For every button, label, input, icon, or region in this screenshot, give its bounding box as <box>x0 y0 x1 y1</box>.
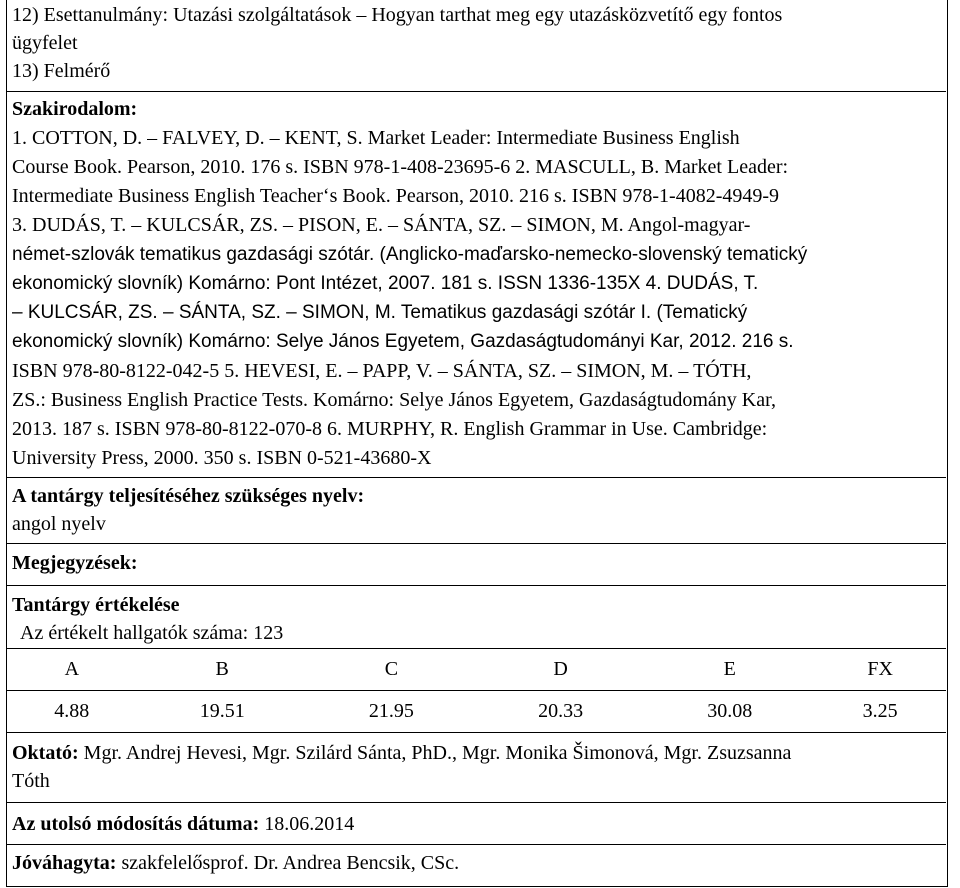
approved-by <box>12 852 459 875</box>
notes-heading: Megjegyzések: <box>12 552 138 574</box>
literature-heading: Szakirodalom: <box>12 98 138 120</box>
topic-13: 13) Felmérő <box>12 60 111 82</box>
grade-letters-row <box>6 649 946 691</box>
grade-percentage: 21.95 <box>307 691 476 733</box>
grade-percentage: 4.88 <box>6 691 138 733</box>
literature-line: 1. COTTON, D. – FALVEY, D. – KENT, S. Market Leader: Intermediate Business English <box>12 127 740 149</box>
notes-cell <box>6 544 946 586</box>
grade-percentage: 19.51 <box>138 691 307 733</box>
grade-letter: A <box>6 649 138 691</box>
teachers-line-2: Tóth <box>12 770 50 792</box>
grade-letter: B <box>138 649 307 691</box>
grade-distribution-table <box>6 648 946 733</box>
grade-percentages-row <box>6 691 946 733</box>
last-modified-date: 18.06.2014 <box>259 813 355 835</box>
last-modified-label: Az utolsó módosítás dátuma: <box>12 813 260 835</box>
teachers-names: Mgr. Andrej Hevesi, Mgr. Szilárd Sánta, PhD., Mgr. Monika Šimonová, Mgr. Zsuzsanna <box>78 742 792 764</box>
literature-line: ekonomický slovník) Komárno: Pont Intézet, 2007. 181 s. ISSN 1336-135X 4. DUDÁS, T. <box>12 273 759 294</box>
last-modified <box>12 813 354 836</box>
literature-line: 3. DUDÁS, T. – KULCSÁR, ZS. – PISON, E. – SÁNTA, SZ. – SIMON, M. Angol-magyar- <box>12 214 751 236</box>
grade-letter: E <box>645 649 814 691</box>
grade-letter: C <box>307 649 476 691</box>
teachers-line-1 <box>12 742 791 765</box>
topic-12-line-1: 12) Esettanulmány: Utazási szolgáltatások – Hogyan tarthat meg egy utazásközvetítő egy fontos <box>12 4 783 26</box>
literature-line: ekonomický slovník) Komárno: Selye János Egyetem, Gazdaságtudományi Kar, 2012. 216 s. <box>12 331 794 352</box>
grade-letter: D <box>476 649 645 691</box>
literature-line: University Press, 2000. 350 s. ISBN 0-521-43680-X <box>12 447 432 469</box>
grade-percentage: 20.33 <box>476 691 645 733</box>
teachers-label: Oktató: <box>12 742 79 764</box>
grade-percentage: 30.08 <box>645 691 814 733</box>
literature-line: 2013. 187 s. ISBN 978-80-8122-070-8 6. MURPHY, R. English Grammar in Use. Cambridge: <box>12 418 768 440</box>
literature-line: – KULCSÁR, ZS. – SÁNTA, SZ. – SIMON, M. Tematikus gazdasági szótár I. (Tematický <box>12 302 748 323</box>
literature-line: ISBN 978-80-8122-042-5 5. HEVESI, E. – PAPP, V. – SÁNTA, SZ. – SIMON, M. – TÓTH, <box>12 360 752 382</box>
language-value: angol nyelv <box>12 513 106 535</box>
grade-letter: FX <box>814 649 946 691</box>
language-heading: A tantárgy teljesítéséhez szükséges nyelv: <box>12 485 365 507</box>
literature-line: ZS.: Business English Practice Tests. Komárno: Selye János Egyetem, Gazdaságtudomány Kar, <box>12 389 776 411</box>
evaluated-students-count: Az értékelt hallgatók száma: 123 <box>20 622 284 644</box>
literature-line: Course Book. Pearson, 2010. 176 s. ISBN 978-1-408-23695-6 2. MASCULL, B. Market Leader: <box>12 156 789 178</box>
evaluation-heading: Tantárgy értékelése <box>12 594 180 616</box>
literature-line: Intermediate Business English Teacher‘s Book. Pearson, 2010. 216 s. ISBN 978-1-4082-4949-9 <box>12 185 780 207</box>
topic-12-line-2: ügyfelet <box>12 32 78 54</box>
approved-value: szakfelelősprof. Dr. Andrea Bencsik, CSc. <box>116 852 460 874</box>
grade-percentage: 3.25 <box>814 691 946 733</box>
literature-line: német-szlovák tematikus gazdasági szótár. (Anglicko-maďarsko-nemecko-slovenský tematický <box>12 244 808 265</box>
approved-label: Jóváhagyta: <box>12 852 117 874</box>
